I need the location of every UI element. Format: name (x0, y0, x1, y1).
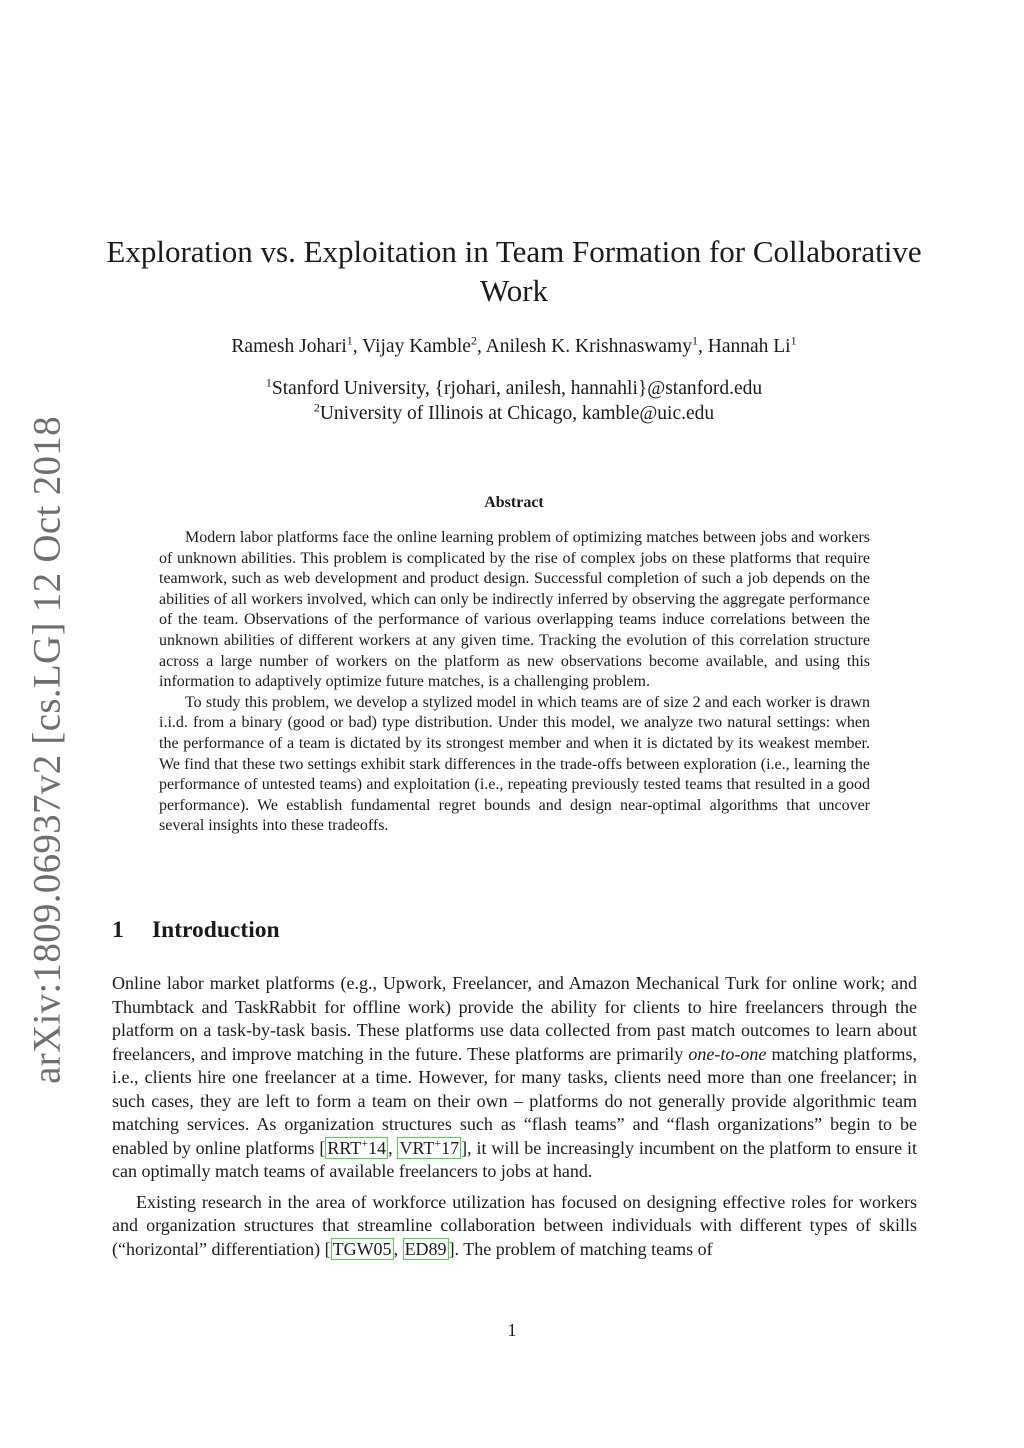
author-name: Ramesh Johari (231, 336, 347, 357)
text-run: ]. The problem of matching teams of (448, 1238, 713, 1259)
author-name: Anilesh K. Krishnaswamy (485, 336, 692, 357)
intro-paragraph (112, 972, 917, 1184)
abstract-body (159, 528, 870, 837)
introduction-body (112, 972, 917, 1268)
affiliation-text: Stanford University, {rjohari, anilesh, hannahli}@stanford.edu (271, 378, 763, 399)
citation-superscript: + (434, 1135, 442, 1150)
author-list: Ramesh Johari$^1$, Vijay Kamble$^2$, Anilesh K. Krishnaswamy$^1$, Hannah Li$^1$ (231, 333, 797, 357)
affiliation-text: University of Illinois at Chicago, kamble@uic.edu (319, 403, 715, 424)
emphasis-text: one-to-one (688, 1043, 767, 1064)
author-affiliation-mark: 1 (790, 333, 797, 348)
affiliation-mark: 2 (313, 400, 320, 415)
section-heading (112, 917, 280, 944)
section-title: Introduction (152, 917, 280, 943)
author-affiliation-mark: 2 (470, 333, 477, 348)
citation-link[interactable] (325, 1137, 388, 1159)
affiliation-line (100, 376, 928, 401)
abstract-paragraph: To study this problem, we develop a stylized model in which teams are of size 2 and each worker is drawn i.i.d. from a binary (good or bad) type distribution. Under this model, we analyze two natural settings: when the performance of a team is dictated by its strongest member and when it is dictated by its weakest member. We find that these two settings exhibit stark differences in the trade-offs between exploration (i.e., learning the performance of untested teams) and exploitation (i.e., repeating previously tested teams that resulted in a good performance). We establish fundamental regret bounds and design near-optimal algorithms that uncover several insights into these tradeoffs. (159, 693, 870, 835)
author-name: Hannah Li (707, 336, 791, 357)
section-number: 1 (112, 917, 124, 943)
citation-label: RRT (327, 1137, 362, 1158)
citation-separator: , (388, 1137, 398, 1158)
page-number: 1 (507, 1320, 517, 1340)
citation-link[interactable] (397, 1137, 461, 1159)
author-affiliation-mark: 1 (346, 333, 353, 348)
author-affiliation-mark: 1 (691, 333, 698, 348)
citation-year: 14 (368, 1137, 387, 1158)
affiliation-list (100, 376, 928, 426)
affiliation-mark: 1 (265, 375, 272, 390)
citation-label: VRT (399, 1137, 435, 1158)
citation-link[interactable]: ED89 (404, 1238, 447, 1259)
abstract-heading: Abstract (484, 494, 544, 511)
intro-paragraph (112, 1191, 917, 1262)
paper-title: Exploration vs. Exploitation in Team Formation for Collaborative Work (106, 234, 922, 308)
citation-separator: , (393, 1238, 403, 1259)
citation-link[interactable]: TGW05 (332, 1238, 392, 1259)
author-name: Vijay Kamble (362, 336, 471, 357)
text-run: Online labor market platforms (e.g., Upwork, Freelancer, and Amazon Mechanical Turk for online work; and Thumbtack and TaskRabbit for offline work) provide the ability for clients to hire freelancers through the platform on a task-by-task basis. These platforms use data collected from past match outcomes to learn about freelancers, and improve matching in the future. These platforms are primarily (112, 973, 917, 1064)
text-run: ], it will be increasingly incumbent on the platform to ensure it can optimally match teams of available freelancers to jobs at hand. (112, 1137, 917, 1181)
citation-superscript: + (361, 1135, 369, 1150)
text-run: Existing research in the area of workforce utilization has focused on designing effective roles for workers and organization structures that streamline collaboration between individuals with different types of skills (“horizontal” differentiation) [ (112, 1191, 917, 1259)
affiliation-line (100, 401, 928, 426)
citation-year: 17 (441, 1137, 460, 1158)
text-run: matching platforms, i.e., clients hire one freelancer at a time. However, for many tasks, clients need more than one freelancer; in such cases, they are left to form a team on their own – platforms do not generally provide algorithmic team matching services. As organization structures such as “flash teams” and “flash organizations” begin to be enabled by online platforms [ (112, 1043, 918, 1158)
abstract-paragraph: Modern labor platforms face the online learning problem of optimizing matches between jobs and workers of unknown abilities. This problem is complicated by the rise of complex jobs on these platforms that require teamwork, such as web development and product design. Successful completion of such a job depends on the abilities of all workers involved, which can only be indirectly inferred by observing the aggregate performance of the team. Observations of the performance of various overlapping teams induce correlations between the unknown abilities of different workers at any given time. Tracking the evolution of this correlation structure across a large number of workers on the platform as new observations become available, and using this information to adaptively optimize future matches, is a challenging problem. (159, 529, 870, 691)
arxiv-identifier: arXiv:1809.06937v2 [cs.LG] 12 Oct 2018 (25, 416, 69, 1084)
